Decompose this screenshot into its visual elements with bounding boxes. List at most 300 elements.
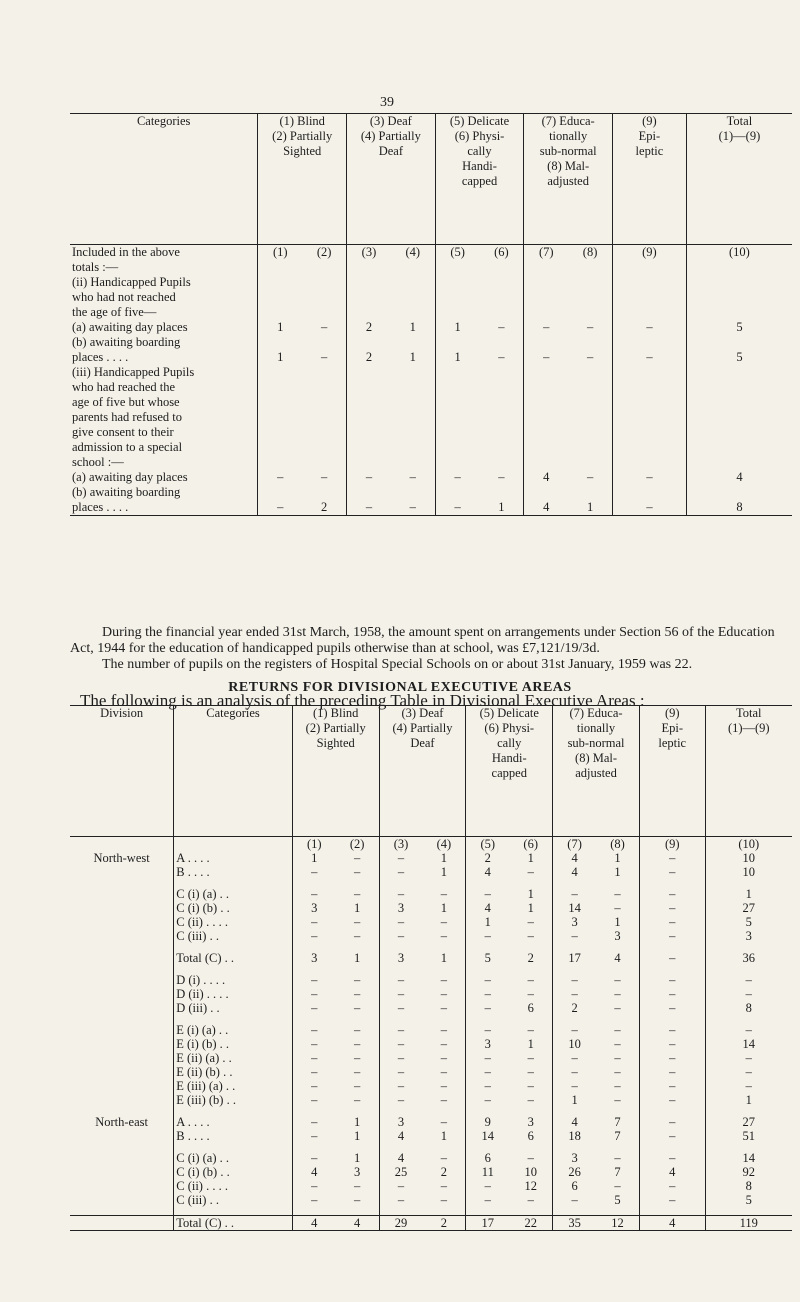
value-cell: – xyxy=(354,865,361,879)
value-cell: 26 xyxy=(553,1165,596,1179)
value-cell: 1 xyxy=(553,1093,596,1107)
section-heading: RETURNS FOR DIVISIONAL EXECUTIVE AREAS xyxy=(228,680,572,695)
value-cell: – xyxy=(553,973,596,987)
value-cell: – xyxy=(524,335,568,365)
category-label: C (ii) . . . . xyxy=(174,915,293,929)
value-cell: – xyxy=(292,1051,335,1065)
value-cell: 1 xyxy=(527,901,534,915)
blank-cell xyxy=(70,1143,174,1151)
column-number: (5) xyxy=(435,245,479,276)
value-cell: – xyxy=(440,1023,448,1037)
value-cell: – xyxy=(613,335,687,365)
value-cell: – xyxy=(553,1079,596,1093)
blank-cell xyxy=(466,1015,509,1023)
blank-cell xyxy=(705,943,792,951)
value-cell: – xyxy=(466,1051,509,1065)
value-cell: – xyxy=(613,320,687,335)
blank-cell xyxy=(336,1143,379,1151)
blank-cell xyxy=(705,1207,792,1216)
value-cell: 1 xyxy=(409,350,416,364)
category-label: C (i) (a) . . xyxy=(174,887,293,901)
value-cell: 8 xyxy=(705,1001,792,1015)
value-cell: – xyxy=(639,1129,705,1143)
value-cell: 51 xyxy=(705,1129,792,1143)
section-ii xyxy=(70,275,792,320)
value-cell: 3 xyxy=(379,1115,422,1129)
column-number: (6) xyxy=(523,837,538,851)
table-row xyxy=(70,1001,792,1015)
epileptic-header: (9) Epi- leptic xyxy=(613,114,687,245)
value-cell: – xyxy=(466,1001,509,1015)
empty-cell xyxy=(435,365,479,470)
blind-header-2: (1) Blind (2) Partially Sighted xyxy=(292,706,379,837)
value-cell: – xyxy=(639,851,705,865)
table-row xyxy=(70,915,792,929)
empty-cell xyxy=(435,275,479,320)
value-cell: 4 xyxy=(686,470,792,485)
category-label: D (ii) . . . . xyxy=(174,987,293,1001)
division-name: North-west xyxy=(93,851,150,865)
value-cell: 36 xyxy=(705,951,792,965)
value-cell: – xyxy=(614,1051,621,1065)
value-cell: – xyxy=(639,1193,705,1207)
deaf-header: (3) Deaf (4) Partially Deaf xyxy=(347,114,436,245)
value-cell: – xyxy=(379,1079,422,1093)
division-name xyxy=(70,1065,174,1079)
blank-cell xyxy=(596,965,639,973)
expenditure-paragraph: During the financial year ended 31st March, 1958, the amount spent on arrangements under Section 56 of the Education Act, 1944 for the education of handicapped pupils otherwise than at school, was £7,121/19/3d. xyxy=(70,625,775,656)
value-cell: 1 xyxy=(466,915,509,929)
value-cell: 14 xyxy=(705,1037,792,1051)
value-cell: – xyxy=(614,1001,621,1015)
total-header: Total (1)—(9) xyxy=(686,114,792,245)
value-cell: – xyxy=(466,1179,509,1193)
column-number: (7) xyxy=(553,837,596,852)
category-label: D (iii) . . xyxy=(174,1001,293,1015)
table-row xyxy=(70,1115,792,1129)
value-cell: – xyxy=(639,1051,705,1065)
value-cell: 5 xyxy=(614,1193,621,1207)
value-cell: – xyxy=(379,1193,422,1207)
value-cell: 1 xyxy=(705,887,792,901)
value-cell: – xyxy=(379,1065,422,1079)
value-cell: 1 xyxy=(527,1037,534,1051)
value-cell: – xyxy=(409,470,416,484)
value-cell: – xyxy=(527,1193,534,1207)
value-cell: 12 xyxy=(596,1216,639,1231)
value-cell: 4 xyxy=(379,1129,422,1143)
value-cell: 4 xyxy=(466,865,509,879)
category-label: E (i) (b) . . xyxy=(174,1037,293,1051)
division-name xyxy=(70,929,174,943)
value-cell: – xyxy=(292,1129,335,1143)
value-cell: 5 xyxy=(686,335,792,365)
value-cell: 14 xyxy=(705,1151,792,1165)
value-cell: – xyxy=(553,929,596,943)
division-name xyxy=(70,1023,174,1037)
division-name xyxy=(70,1151,174,1165)
empty-cell xyxy=(347,365,391,470)
blank-cell xyxy=(639,1107,705,1115)
blank-cell xyxy=(553,1207,596,1216)
value-cell: – xyxy=(553,1065,596,1079)
blank-cell xyxy=(292,1015,335,1023)
value-cell: – xyxy=(466,887,509,901)
blank-cell xyxy=(174,879,293,887)
row-ii-b xyxy=(70,335,792,365)
division-name xyxy=(70,951,174,965)
blank-cell xyxy=(553,1143,596,1151)
value-cell: 7 xyxy=(614,1115,621,1129)
value-cell: – xyxy=(705,1065,792,1079)
blank-cell xyxy=(639,965,705,973)
row-ii-a-label: (a) awaiting day places xyxy=(72,320,188,334)
category-label: C (i) (a) . . xyxy=(174,1151,293,1165)
division-name xyxy=(70,901,174,915)
value-cell: – xyxy=(379,1179,422,1193)
spacer-row xyxy=(70,1143,792,1151)
column-number: (1) xyxy=(292,837,335,852)
value-cell: – xyxy=(613,485,687,516)
value-cell: – xyxy=(292,1065,335,1079)
value-cell: 12 xyxy=(524,1179,537,1193)
blank-cell xyxy=(70,1107,174,1115)
blank-cell xyxy=(466,943,509,951)
division-name xyxy=(70,987,174,1001)
row-ii-a xyxy=(70,320,792,335)
value-cell: 3 xyxy=(292,901,335,915)
value-cell: – xyxy=(639,1151,705,1165)
table-row xyxy=(70,851,792,865)
blank-cell xyxy=(70,965,174,973)
value-cell: – xyxy=(440,1179,448,1193)
blank-cell xyxy=(639,943,705,951)
category-label: A . . . . xyxy=(174,1115,293,1129)
value-cell: 18 xyxy=(553,1129,596,1143)
value-cell: – xyxy=(498,470,505,484)
column-number: (9) xyxy=(613,245,687,276)
value-cell: 2 xyxy=(347,320,391,335)
blank-cell xyxy=(336,965,379,973)
value-cell: – xyxy=(354,851,361,865)
value-cell: – xyxy=(258,470,302,485)
value-cell: – xyxy=(354,1023,361,1037)
value-cell: 3 xyxy=(379,901,422,915)
value-cell: 14 xyxy=(553,901,596,915)
value-cell: – xyxy=(639,1065,705,1079)
spacer-row xyxy=(70,879,792,887)
deaf-header-2: (3) Deaf (4) Partially Deaf xyxy=(379,706,466,837)
value-cell: 2 xyxy=(553,1001,596,1015)
blank-cell xyxy=(596,1143,639,1151)
empty-cell xyxy=(524,365,568,470)
row-iii-a xyxy=(70,470,792,485)
divisional-areas-table xyxy=(70,705,792,1231)
value-cell: 17 xyxy=(466,1216,509,1231)
division-name xyxy=(70,1079,174,1093)
value-cell: 1 xyxy=(409,320,416,334)
value-cell: 1 xyxy=(498,500,505,514)
category-label: E (ii) (a) . . xyxy=(174,1051,293,1065)
value-cell: – xyxy=(320,350,328,364)
value-cell: – xyxy=(614,973,621,987)
blank-cell xyxy=(466,965,509,973)
empty-cell xyxy=(613,275,687,320)
table-row xyxy=(70,973,792,987)
value-cell: – xyxy=(440,1001,448,1015)
blank-cell xyxy=(292,879,335,887)
category-label: C (i) (b) . . xyxy=(174,1165,293,1179)
value-cell: – xyxy=(292,1115,335,1129)
blank-cell xyxy=(422,943,465,951)
value-cell: 1 xyxy=(440,951,448,965)
value-cell: – xyxy=(379,973,422,987)
division-name xyxy=(70,1179,174,1193)
blank-cell xyxy=(422,1143,465,1151)
value-cell: – xyxy=(614,1065,621,1079)
category-label: C (i) (b) . . xyxy=(174,901,293,915)
division-name: North-east xyxy=(95,1115,148,1129)
category-label: D (i) . . . . xyxy=(174,973,293,987)
blank-cell xyxy=(705,879,792,887)
value-cell: – xyxy=(705,1079,792,1093)
epileptic-header-2: (9) Epi- leptic xyxy=(639,706,705,837)
division-header: Division xyxy=(70,706,174,837)
blank-cell xyxy=(422,965,465,973)
column-number: (1) xyxy=(258,245,302,276)
value-cell: – xyxy=(527,865,534,879)
educationally-subnormal-header: (7) Educa- tionally sub-normal (8) Mal- adjusted xyxy=(524,114,613,245)
value-cell: – xyxy=(440,1079,448,1093)
blank-cell xyxy=(336,943,379,951)
value-cell: – xyxy=(639,1093,705,1107)
value-cell: – xyxy=(639,951,705,965)
categories-header-2: Categories xyxy=(174,706,293,837)
table-row xyxy=(70,865,792,879)
value-cell: 6 xyxy=(527,1001,534,1015)
value-cell: 4 xyxy=(553,865,596,879)
table-row xyxy=(70,929,792,943)
value-cell: 25 xyxy=(379,1165,422,1179)
empty-cell xyxy=(480,275,524,320)
division-name xyxy=(70,1093,174,1107)
table1-body xyxy=(70,245,792,516)
blank-cell xyxy=(639,1015,705,1023)
value-cell: – xyxy=(440,973,448,987)
hospital-schools-paragraph: The number of pupils on the registers of Hospital Special Schools on or about 31st January, 1959 was 22. xyxy=(102,657,693,672)
value-cell: – xyxy=(639,929,705,943)
blank-cell xyxy=(174,943,293,951)
value-cell: – xyxy=(498,320,505,334)
division-name xyxy=(70,1051,174,1065)
value-cell: 1 xyxy=(614,915,621,929)
value-cell: – xyxy=(292,1023,335,1037)
blank-cell xyxy=(596,1207,639,1216)
category-label: E (i) (a) . . xyxy=(174,1023,293,1037)
educationally-subnormal-header-2: (7) Educa- tionally sub-normal (8) Mal- adjusted xyxy=(553,706,640,837)
value-cell: 4 xyxy=(639,1165,705,1179)
value-cell: – xyxy=(379,1001,422,1015)
value-cell: – xyxy=(354,915,361,929)
blank-cell xyxy=(422,1107,465,1115)
category-label: A . . . . xyxy=(174,851,293,865)
value-cell: – xyxy=(435,485,479,516)
blank-cell xyxy=(705,1143,792,1151)
table-row xyxy=(70,901,792,915)
value-cell: – xyxy=(440,1051,448,1065)
blank-cell xyxy=(336,1207,379,1216)
category-label: B . . . . xyxy=(174,865,293,879)
value-cell: 6 xyxy=(527,1129,534,1143)
value-cell: – xyxy=(379,887,422,901)
value-cell: 119 xyxy=(705,1216,792,1231)
value-cell: – xyxy=(466,1193,509,1207)
value-cell: – xyxy=(379,1037,422,1051)
value-cell: 4 xyxy=(336,1216,379,1231)
blank-cell xyxy=(379,1143,422,1151)
blank-cell xyxy=(596,1015,639,1023)
blank-cell xyxy=(509,1107,552,1115)
value-cell: 8 xyxy=(705,1179,792,1193)
blank-cell xyxy=(705,1015,792,1023)
value-cell: – xyxy=(292,1037,335,1051)
blank-cell xyxy=(292,1207,335,1216)
column-number: (9) xyxy=(639,837,705,852)
value-cell: – xyxy=(354,1193,361,1207)
blank-cell xyxy=(509,1143,552,1151)
blank-cell xyxy=(379,1107,422,1115)
division-name xyxy=(70,1037,174,1051)
value-cell: 3 xyxy=(553,1151,596,1165)
value-cell: – xyxy=(354,973,361,987)
value-cell: – xyxy=(354,1001,361,1015)
value-cell: 1 xyxy=(527,887,534,901)
row-ii-b-label: (b) awaiting boarding places . . . . xyxy=(72,335,181,364)
value-cell: 1 xyxy=(354,951,361,965)
row-iii-b-label: (b) awaiting boarding places . . . . xyxy=(72,485,181,514)
blank-cell xyxy=(379,1015,422,1023)
value-cell: 4 xyxy=(614,951,621,965)
blank-cell xyxy=(509,965,552,973)
blank-cell xyxy=(70,837,174,852)
value-cell: 11 xyxy=(466,1165,509,1179)
value-cell: – xyxy=(527,1065,534,1079)
value-cell: 1 xyxy=(354,901,361,915)
value-cell: – xyxy=(527,973,534,987)
value-cell: – xyxy=(639,1079,705,1093)
column-number: (2) xyxy=(349,837,365,851)
category-label: E (iii) (a) . . xyxy=(174,1079,293,1093)
empty-cell xyxy=(258,275,302,320)
value-cell: – xyxy=(639,865,705,879)
table-row xyxy=(70,1151,792,1165)
value-cell: 1 xyxy=(440,851,448,865)
value-cell: – xyxy=(379,915,422,929)
value-cell: – xyxy=(553,1023,596,1037)
value-cell: – xyxy=(614,1037,621,1051)
value-cell: – xyxy=(614,1093,621,1107)
blank-cell xyxy=(466,1143,509,1151)
value-cell: 1 xyxy=(440,901,448,915)
value-cell: 6 xyxy=(466,1151,509,1165)
value-cell: – xyxy=(440,987,448,1001)
blank-cell xyxy=(174,1015,293,1023)
table-row xyxy=(70,887,792,901)
blank-cell xyxy=(509,943,552,951)
value-cell: – xyxy=(553,887,596,901)
blank-cell xyxy=(292,965,335,973)
value-cell: 14 xyxy=(466,1129,509,1143)
value-cell: – xyxy=(379,1023,422,1037)
value-cell: 4 xyxy=(292,1216,335,1231)
value-cell: 2 xyxy=(320,500,328,514)
value-cell: – xyxy=(379,1051,422,1065)
blank-cell xyxy=(553,965,596,973)
value-cell: – xyxy=(639,1023,705,1037)
value-cell: 4 xyxy=(379,1151,422,1165)
value-cell: – xyxy=(292,987,335,1001)
table-row xyxy=(70,1093,792,1107)
column-number: (3) xyxy=(347,245,391,276)
value-cell: 10 xyxy=(524,1165,537,1179)
value-cell: – xyxy=(440,1193,448,1207)
value-cell: – xyxy=(614,1079,621,1093)
blank-cell xyxy=(336,1015,379,1023)
blank-cell xyxy=(379,1207,422,1216)
value-cell: – xyxy=(379,929,422,943)
column-number: (10) xyxy=(686,245,792,276)
value-cell: – xyxy=(292,887,335,901)
value-cell: – xyxy=(292,1001,335,1015)
column-number: (3) xyxy=(379,837,422,852)
value-cell: – xyxy=(614,987,621,1001)
blank-cell xyxy=(70,1015,174,1023)
categories-header: Categories xyxy=(70,114,258,245)
blank-cell xyxy=(509,879,552,887)
value-cell: – xyxy=(639,1115,705,1129)
division-name xyxy=(70,1193,174,1207)
value-cell: 10 xyxy=(705,865,792,879)
blank-cell xyxy=(422,879,465,887)
table-row xyxy=(70,1037,792,1051)
value-cell: – xyxy=(639,887,705,901)
category-label: C (iii) . . xyxy=(174,1193,293,1207)
value-cell: 3 xyxy=(614,929,621,943)
value-cell: – xyxy=(320,320,328,334)
blank-cell xyxy=(639,1207,705,1216)
value-cell: – xyxy=(354,1051,361,1065)
value-cell: – xyxy=(527,1093,534,1107)
blank-cell xyxy=(292,943,335,951)
blank-cell xyxy=(422,1015,465,1023)
value-cell: 35 xyxy=(553,1216,596,1231)
value-cell: – xyxy=(292,1179,335,1193)
value-cell: 1 xyxy=(705,1093,792,1107)
value-cell: – xyxy=(440,887,448,901)
value-cell: 2 xyxy=(440,1165,448,1179)
blank-cell xyxy=(596,1107,639,1115)
category-label: C (iii) . . xyxy=(174,929,293,943)
table-row xyxy=(70,1051,792,1065)
empty-cell xyxy=(613,365,687,470)
value-cell: – xyxy=(705,973,792,987)
section-iii-label: (iii) Handicapped Pupils who had reached the age of five but whose parents had refused to give consent to their admission to a special school :— xyxy=(72,365,195,469)
value-cell: 4 xyxy=(553,851,596,865)
blank-cell xyxy=(379,879,422,887)
delicate-header: (5) Delicate (6) Physi- cally Handi- capped xyxy=(435,114,524,245)
value-cell: – xyxy=(705,1023,792,1037)
column-number: (8) xyxy=(610,837,625,851)
